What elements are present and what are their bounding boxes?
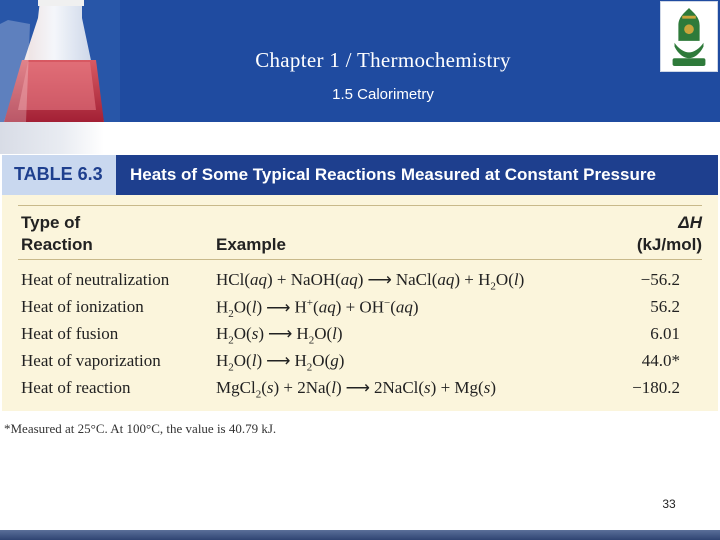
table-row bbox=[2, 347, 718, 374]
table-row bbox=[2, 374, 718, 401]
column-header-dh-unit: (kJ/mol) bbox=[636, 235, 702, 254]
reaction-type: Heat of fusion bbox=[21, 324, 119, 343]
reaction-example: $H_2O(s)$ ⟶ $H_2O(l)$ bbox=[216, 324, 343, 347]
footer-bar bbox=[0, 530, 720, 540]
reaction-example: HCl(aq) + NaOH(aq) ⟶ NaCl(aq) + $H_2O(l)$ bbox=[216, 270, 525, 293]
reaction-type: Heat of ionization bbox=[21, 297, 144, 316]
enthalpy-value: −180.2 bbox=[632, 378, 680, 397]
reaction-type: Heat of reaction bbox=[21, 378, 131, 397]
flask-reflection bbox=[0, 122, 104, 154]
header-rule-top bbox=[18, 205, 702, 206]
reaction-heats-table bbox=[2, 155, 718, 411]
slide-header bbox=[0, 0, 720, 122]
table-row bbox=[2, 293, 718, 320]
table-caption: Heats of Some Typical Reactions Measured at Constant Pressure bbox=[130, 165, 656, 184]
table-footnote: *Measured at 25°C. At 100°C, the value is 40.79 kJ. bbox=[4, 421, 277, 436]
column-header-type-line2: Reaction bbox=[21, 235, 93, 254]
university-logo-icon bbox=[660, 1, 718, 72]
flask-photo-icon bbox=[0, 0, 120, 122]
enthalpy-value: 6.01 bbox=[650, 324, 680, 343]
column-header-dh-symbol: ΔH bbox=[678, 213, 702, 232]
enthalpy-value: 56.2 bbox=[650, 297, 680, 316]
table-label: TABLE 6.3 bbox=[14, 164, 103, 184]
reaction-type: Heat of neutralization bbox=[21, 270, 170, 289]
enthalpy-value: −56.2 bbox=[640, 270, 680, 289]
table-row bbox=[2, 266, 718, 293]
column-header-type-line1: Type of bbox=[21, 213, 81, 232]
reaction-type: Heat of vaporization bbox=[21, 351, 161, 370]
page-number: 33 bbox=[662, 497, 676, 511]
section-title: 1.5 Calorimetry bbox=[332, 86, 434, 103]
table-row bbox=[2, 320, 718, 347]
enthalpy-value: 44.0* bbox=[641, 351, 680, 370]
chapter-title: Chapter 1 / Thermochemistry bbox=[255, 48, 511, 72]
header-strip bbox=[0, 122, 720, 154]
reaction-example: MgCl$_2$(s) + 2Na(l) ⟶ 2NaCl(s) + Mg(s) bbox=[216, 378, 496, 401]
reaction-example: $H_2O(l)$ ⟶ H+(aq) + OH−(aq) bbox=[216, 297, 419, 321]
header-rule-bottom bbox=[18, 259, 702, 260]
column-header-example: Example bbox=[216, 235, 286, 254]
reaction-example: $H_2O(l)$ ⟶ $H_2O(g)$ bbox=[216, 351, 345, 374]
column-header-enthalpy bbox=[637, 212, 702, 256]
column-header-type bbox=[21, 212, 171, 256]
